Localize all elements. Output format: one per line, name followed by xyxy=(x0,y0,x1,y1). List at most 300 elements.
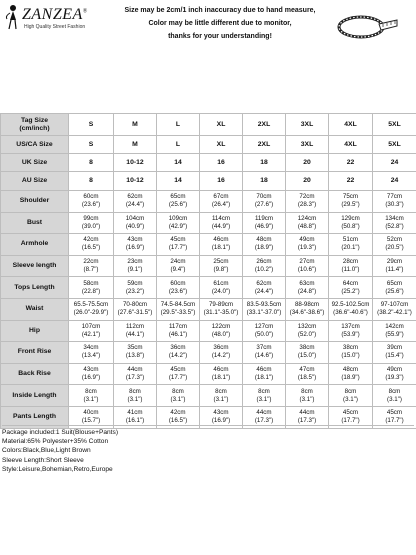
measurement-inch: (46.1") xyxy=(168,330,188,338)
measurement-cell xyxy=(157,212,200,234)
measurement-inch: (52.8") xyxy=(385,222,404,230)
measurement-cell xyxy=(114,363,157,385)
measurement-cell xyxy=(200,234,243,256)
measurement-inch: (22.8") xyxy=(81,287,101,295)
measurement-cell xyxy=(200,191,243,213)
measurement-inch: (17.7") xyxy=(341,417,360,425)
note-line-2: Color may be little different due to monitor, xyxy=(148,20,292,27)
measurement-cell xyxy=(329,298,373,320)
measurement-cell xyxy=(157,298,200,320)
measurement-inch: (3.1") xyxy=(170,395,186,403)
size-cell: M xyxy=(114,114,157,136)
measurement-inch: (18.1") xyxy=(211,244,231,252)
measurement-cm: 44cm xyxy=(127,366,143,374)
measurement-cm: 42cm xyxy=(83,236,99,244)
measurement-inch: (17.3") xyxy=(297,417,317,425)
zanzea-logo-icon xyxy=(4,4,20,30)
row-label: Armhole xyxy=(1,234,69,256)
measurement-cell xyxy=(286,363,329,385)
measurement-cm: 109cm xyxy=(168,214,188,222)
size-cell: S xyxy=(69,136,114,154)
measurement-inch: (50.0") xyxy=(254,330,274,338)
size-cell: 18 xyxy=(243,172,286,191)
measurement-cm: 51cm xyxy=(342,236,359,244)
measurement-cell xyxy=(243,191,286,213)
measurement-inch: (16.9") xyxy=(211,417,231,425)
size-cell: 8 xyxy=(69,154,114,172)
measurement-cell xyxy=(157,255,200,277)
measurement-cm: 43cm xyxy=(83,366,99,374)
size-cell: S xyxy=(69,114,114,136)
measurement-cell xyxy=(286,385,329,407)
row-label: Front Rise xyxy=(1,342,69,364)
measurement-cell xyxy=(114,342,157,364)
measurement-cell xyxy=(243,234,286,256)
measurement-cm: 114cm xyxy=(211,214,231,222)
measurement-inch: (18.1") xyxy=(211,374,231,382)
measurement-cm: 129cm xyxy=(341,214,360,222)
measurement-inch: (13.8") xyxy=(125,352,145,360)
measurement-inch: (48.0") xyxy=(211,330,231,338)
measurement-cm: 92.5-102.5cm xyxy=(331,301,370,309)
size-cell: 8 xyxy=(69,172,114,191)
measurement-cm: 104cm xyxy=(125,214,145,222)
measurement-cm: 122cm xyxy=(211,322,231,330)
measurement-inch: (46.9") xyxy=(254,222,274,230)
row-label: Waist xyxy=(1,298,69,320)
size-chart-table xyxy=(0,113,416,429)
table-header-row xyxy=(1,172,416,191)
size-cell: 20 xyxy=(286,172,329,191)
size-cell: 20 xyxy=(286,154,329,172)
measurement-cm: 124cm xyxy=(297,214,317,222)
brand-name: ZANZEA® xyxy=(22,6,88,23)
size-cell: L xyxy=(157,114,200,136)
measurement-cm: 26cm xyxy=(256,258,272,266)
measurement-cm: 39cm xyxy=(386,344,403,352)
measurement-cm: 43cm xyxy=(127,236,143,244)
measurement-cell xyxy=(373,363,416,385)
measurement-cell xyxy=(157,191,200,213)
table-row xyxy=(1,385,416,407)
measurement-inch: (25.6") xyxy=(168,201,188,209)
measurement-cm: 47cm xyxy=(299,366,315,374)
measurement-cm: 48cm xyxy=(256,236,272,244)
info-sleeve-length: Sleeve Length:Short Sleeve xyxy=(2,456,84,464)
measurement-inch: (25.2") xyxy=(341,287,360,295)
row-label: US/CA Size xyxy=(1,136,69,154)
measurement-cell xyxy=(286,342,329,364)
measurement-inch: (9.1") xyxy=(127,266,143,274)
measurement-cell xyxy=(373,212,416,234)
measurement-inch: (26.4") xyxy=(211,201,231,209)
measurement-cell xyxy=(157,277,200,299)
measurement-inch: (16.5") xyxy=(81,244,101,252)
measurement-cell xyxy=(200,342,243,364)
measurement-inch: (16.9") xyxy=(81,374,101,382)
measurement-inch: (30.3") xyxy=(385,201,404,209)
measurement-cell xyxy=(69,191,114,213)
measurement-cell xyxy=(114,255,157,277)
measurement-cm: 67cm xyxy=(213,193,229,201)
measurement-inch: (3.1") xyxy=(213,395,229,403)
measurement-cm: 70-80cm xyxy=(122,301,148,309)
measurement-cm: 8cm xyxy=(344,387,357,395)
measurement-cell xyxy=(329,277,373,299)
size-cell: 4XL xyxy=(329,136,373,154)
measurement-cm: 52cm xyxy=(386,236,403,244)
table-row xyxy=(1,277,416,299)
measurement-cm: 40cm xyxy=(83,409,99,417)
info-material: Material:65% Polyester+35% Cotton xyxy=(2,438,109,446)
measurement-cm: 107cm xyxy=(81,322,101,330)
measurement-cell xyxy=(373,385,416,407)
measurement-inch: (25.6") xyxy=(385,287,404,295)
measurement-cm: 127cm xyxy=(254,322,274,330)
measurement-cell xyxy=(373,342,416,364)
measurement-cell xyxy=(243,277,286,299)
measurement-cm: 49cm xyxy=(299,236,315,244)
measurement-inch: (53.9") xyxy=(341,330,360,338)
measurement-inch: (26.0"-29.9") xyxy=(73,309,109,317)
measurement-inch: (17.7") xyxy=(168,374,188,382)
measurement-cell xyxy=(200,320,243,342)
measurement-cm: 45cm xyxy=(170,366,186,374)
table-header-row xyxy=(1,114,416,136)
measurement-cm: 112cm xyxy=(125,322,145,330)
row-label: Tops Length xyxy=(1,277,69,299)
measurement-cell xyxy=(243,298,286,320)
row-label: Bust xyxy=(1,212,69,234)
measurement-cm: 8cm xyxy=(258,387,270,395)
measurement-cell xyxy=(200,255,243,277)
size-cell: 3XL xyxy=(286,136,329,154)
measurement-inch: (40.9") xyxy=(125,222,145,230)
measurement-inch: (31.1"-35.0") xyxy=(203,309,239,317)
measurement-cm: 61cm xyxy=(213,279,229,287)
measurement-cm: 8cm xyxy=(129,387,141,395)
measurement-inch: (19.3") xyxy=(385,374,404,382)
measurement-inch: (23.2") xyxy=(125,287,145,295)
measurement-cm: 38cm xyxy=(342,344,359,352)
measurement-inch: (14.2") xyxy=(211,352,231,360)
measurement-inch: (14.2") xyxy=(168,352,188,360)
measurement-cell xyxy=(200,385,243,407)
measurement-cell xyxy=(69,342,114,364)
product-info xyxy=(2,425,414,474)
measurement-inch: (20.1") xyxy=(341,244,360,252)
measurement-cm: 28cm xyxy=(342,258,359,266)
measurement-cell xyxy=(373,320,416,342)
measurement-inch: (9.4") xyxy=(170,266,186,274)
size-cell: 2XL xyxy=(243,114,286,136)
measurement-cm: 77cm xyxy=(386,193,403,201)
measurement-cell xyxy=(373,255,416,277)
measurement-inch: (18.1") xyxy=(254,374,274,382)
measurement-cm: 46cm xyxy=(256,366,272,374)
measurement-cm: 46cm xyxy=(213,236,229,244)
measurement-cm: 62cm xyxy=(256,279,272,287)
row-label: UK Size xyxy=(1,154,69,172)
measurement-cm: 63cm xyxy=(299,279,315,287)
measurement-inch: (11.4") xyxy=(385,266,404,274)
measurement-inch: (3.1") xyxy=(299,395,315,403)
measurement-cell xyxy=(69,234,114,256)
measurement-inch: (48.8") xyxy=(297,222,317,230)
measurement-inch: (23.6") xyxy=(168,287,188,295)
measurement-cm: 8cm xyxy=(172,387,184,395)
measurement-cm: 24cm xyxy=(170,258,186,266)
measurement-cell xyxy=(157,234,200,256)
measurement-inch: (28.3") xyxy=(297,201,317,209)
measurement-cm: 58cm xyxy=(83,279,99,287)
measuring-tape-icon xyxy=(335,14,399,40)
measurement-cm: 65.5-75.5cm xyxy=(73,301,109,309)
table-row xyxy=(1,320,416,342)
measurement-inch: (55.9") xyxy=(385,330,404,338)
table-row xyxy=(1,363,416,385)
size-cell: 14 xyxy=(157,172,200,191)
measurement-cm: 99cm xyxy=(83,214,99,222)
note-line-3: thanks for your understanding! xyxy=(168,33,272,40)
size-cell: L xyxy=(157,136,200,154)
table-header-row xyxy=(1,154,416,172)
measurement-cell xyxy=(69,320,114,342)
size-cell: 22 xyxy=(329,154,373,172)
measurement-cell xyxy=(329,342,373,364)
measurement-cell xyxy=(157,385,200,407)
measurement-cell xyxy=(373,298,416,320)
table-row xyxy=(1,342,416,364)
measurement-cm: 97-107cm xyxy=(380,301,409,309)
size-cell: 18 xyxy=(243,154,286,172)
measurement-inch: (19.3") xyxy=(297,244,317,252)
size-cell: 16 xyxy=(200,172,243,191)
measurement-cm: 36cm xyxy=(170,344,186,352)
measurement-cm: 70cm xyxy=(256,193,272,201)
measurement-inch: (3.1") xyxy=(83,395,99,403)
measurement-inch: (24.4") xyxy=(254,287,274,295)
measurement-cm: 45cm xyxy=(386,409,403,417)
measurement-inch: (3.1") xyxy=(343,395,358,403)
measurement-cell xyxy=(200,277,243,299)
measurement-cm: 119cm xyxy=(254,214,274,222)
row-label: Shoulder xyxy=(1,191,69,213)
measurement-cm: 74.5-84.5cm xyxy=(160,301,196,309)
measurement-cell xyxy=(286,234,329,256)
table-row xyxy=(1,298,416,320)
measurement-cm: 48cm xyxy=(342,366,359,374)
measurement-inch: (15.4") xyxy=(385,352,404,360)
size-cell: XL xyxy=(200,114,243,136)
measurement-cm: 49cm xyxy=(386,366,403,374)
measurement-cell xyxy=(114,320,157,342)
measurement-inch: (42.9") xyxy=(168,222,188,230)
measurement-cell xyxy=(373,234,416,256)
measurement-cm: 46cm xyxy=(213,366,229,374)
row-label: Pants Length xyxy=(1,406,69,428)
measurement-inch: (8.7") xyxy=(83,266,99,274)
measurement-cell xyxy=(114,385,157,407)
measurement-inch: (17.3") xyxy=(254,417,274,425)
measurement-cell xyxy=(329,212,373,234)
measurement-cm: 62cm xyxy=(127,193,143,201)
measurement-cell xyxy=(329,255,373,277)
measurement-cm: 25cm xyxy=(213,258,229,266)
measurement-cell xyxy=(114,298,157,320)
measurement-cell xyxy=(286,255,329,277)
measurement-inch: (9.8") xyxy=(213,266,229,274)
measurement-cell xyxy=(329,320,373,342)
measurement-cell xyxy=(243,320,286,342)
measurement-cm: 83.5-93.5cm xyxy=(246,301,282,309)
row-label: Inside Length xyxy=(1,385,69,407)
measurement-cm: 22cm xyxy=(83,258,99,266)
measurement-cm: 72cm xyxy=(299,193,315,201)
row-label: Tag Size (cm/inch) xyxy=(1,114,69,136)
measurement-cell xyxy=(200,212,243,234)
measurement-cell xyxy=(243,342,286,364)
size-cell: 5XL xyxy=(373,114,416,136)
measurement-inch: (16.5") xyxy=(168,417,188,425)
note-line-1: Size may be 2cm/1 inch inaccuracy due to hand measure, xyxy=(124,7,316,14)
measurement-cell xyxy=(286,298,329,320)
measurement-inch: (18.9") xyxy=(341,374,360,382)
measurement-inch: (27.6"-31.5") xyxy=(117,309,153,317)
measurement-inch: (36.6"-40.6") xyxy=(333,309,368,317)
measurement-inch: (14.6") xyxy=(254,352,274,360)
measurement-cm: 44cm xyxy=(256,409,272,417)
measurement-cell xyxy=(114,191,157,213)
measurement-inch: (24.8") xyxy=(297,287,317,295)
measurement-inch: (3.1") xyxy=(127,395,143,403)
measurement-inch: (20.5") xyxy=(385,244,404,252)
row-label: Sleeve length xyxy=(1,255,69,277)
measurement-inch: (10.6") xyxy=(297,266,317,274)
measurement-inch: (27.6") xyxy=(254,201,274,209)
measurement-cm: 59cm xyxy=(127,279,143,287)
size-cell: 5XL xyxy=(373,136,416,154)
measurement-cm: 8cm xyxy=(215,387,227,395)
table-row xyxy=(1,255,416,277)
measurement-cm: 41cm xyxy=(127,409,143,417)
size-cell: 10-12 xyxy=(114,154,157,172)
measurement-cm: 38cm xyxy=(299,344,315,352)
measurement-inch: (10.2") xyxy=(254,266,274,274)
measurement-inch: (39.0") xyxy=(81,222,101,230)
measurement-cm: 8cm xyxy=(301,387,313,395)
measurement-cell xyxy=(69,255,114,277)
size-cell: 2XL xyxy=(243,136,286,154)
measurement-inch: (18.5") xyxy=(297,374,317,382)
size-cell: 16 xyxy=(200,154,243,172)
measurement-cm: 65cm xyxy=(170,193,186,201)
size-cell: 10-12 xyxy=(114,172,157,191)
measurement-cm: 134cm xyxy=(385,214,404,222)
measurement-inch: (23.6") xyxy=(81,201,101,209)
measurement-inch: (18.9") xyxy=(254,244,274,252)
measurement-inch: (44.1") xyxy=(125,330,145,338)
table-row xyxy=(1,212,416,234)
measurement-cell xyxy=(157,363,200,385)
measurement-cell xyxy=(329,385,373,407)
measurement-inch: (17.3") xyxy=(125,374,145,382)
measurement-cm: 35cm xyxy=(127,344,143,352)
measurement-cell xyxy=(114,234,157,256)
measurement-cm: 65cm xyxy=(386,279,403,287)
size-cell: 3XL xyxy=(286,114,329,136)
measurement-cm: 142cm xyxy=(385,322,404,330)
measurement-cm: 64cm xyxy=(342,279,359,287)
measurement-cell xyxy=(286,191,329,213)
measurement-cell xyxy=(329,234,373,256)
brand-tagline: High Quality Street Fashion xyxy=(24,24,86,30)
size-cell: 24 xyxy=(373,154,416,172)
size-cell: 4XL xyxy=(329,114,373,136)
measurement-cell xyxy=(243,212,286,234)
size-cell: 22 xyxy=(329,172,373,191)
measurement-cm: 42cm xyxy=(170,409,186,417)
measurement-inch: (15.0") xyxy=(341,352,360,360)
measurement-cm: 27cm xyxy=(299,258,315,266)
measurement-inch: (33.1"-37.0") xyxy=(246,309,282,317)
row-label: Hip xyxy=(1,320,69,342)
measurement-inch: (24.0") xyxy=(211,287,231,295)
info-package: Package included:1 Suit(Blouse+Pants) xyxy=(2,429,119,436)
size-cell: 14 xyxy=(157,154,200,172)
measurement-inch: (29.5") xyxy=(341,201,360,209)
measurement-cell xyxy=(114,277,157,299)
measurement-cell xyxy=(243,385,286,407)
measurement-cell xyxy=(69,298,114,320)
measurement-cell xyxy=(200,298,243,320)
measurement-inch: (34.6"-38.6") xyxy=(289,309,325,317)
measurement-cm: 75cm xyxy=(342,193,359,201)
measurement-cm: 60cm xyxy=(83,193,99,201)
measurement-cm: 8cm xyxy=(85,387,97,395)
measurement-cm: 8cm xyxy=(388,387,401,395)
size-cell: 24 xyxy=(373,172,416,191)
measurement-cell xyxy=(69,363,114,385)
info-style: Style:Leisure,Bohemian,Retro,Europe xyxy=(2,465,113,473)
size-cell: XL xyxy=(200,136,243,154)
measurement-cell xyxy=(157,342,200,364)
measurement-cm: 43cm xyxy=(213,409,229,417)
measurement-cell xyxy=(373,191,416,213)
measurement-cm: 23cm xyxy=(127,258,143,266)
measurement-cell xyxy=(114,212,157,234)
measurement-cell xyxy=(200,363,243,385)
measurement-inch: (15.0") xyxy=(297,352,317,360)
measurement-inch: (13.4") xyxy=(81,352,101,360)
measurement-inch: (38.2"-42.1") xyxy=(377,309,412,317)
row-label: AU Size xyxy=(1,172,69,191)
measurement-cell xyxy=(329,191,373,213)
measurement-cm: 132cm xyxy=(297,322,317,330)
measurement-cell xyxy=(329,363,373,385)
measurement-cell xyxy=(286,320,329,342)
measurement-cell xyxy=(69,277,114,299)
measurement-inch: (17.7") xyxy=(168,244,188,252)
measurement-inch: (50.8") xyxy=(341,222,360,230)
measurement-cm: 45cm xyxy=(170,236,186,244)
table-header-row xyxy=(1,136,416,154)
measurement-cm: 34cm xyxy=(83,344,99,352)
header xyxy=(0,0,416,112)
measurement-cell xyxy=(69,385,114,407)
measurement-inch: (44.9") xyxy=(211,222,231,230)
measurement-inch: (24.4") xyxy=(125,201,145,209)
